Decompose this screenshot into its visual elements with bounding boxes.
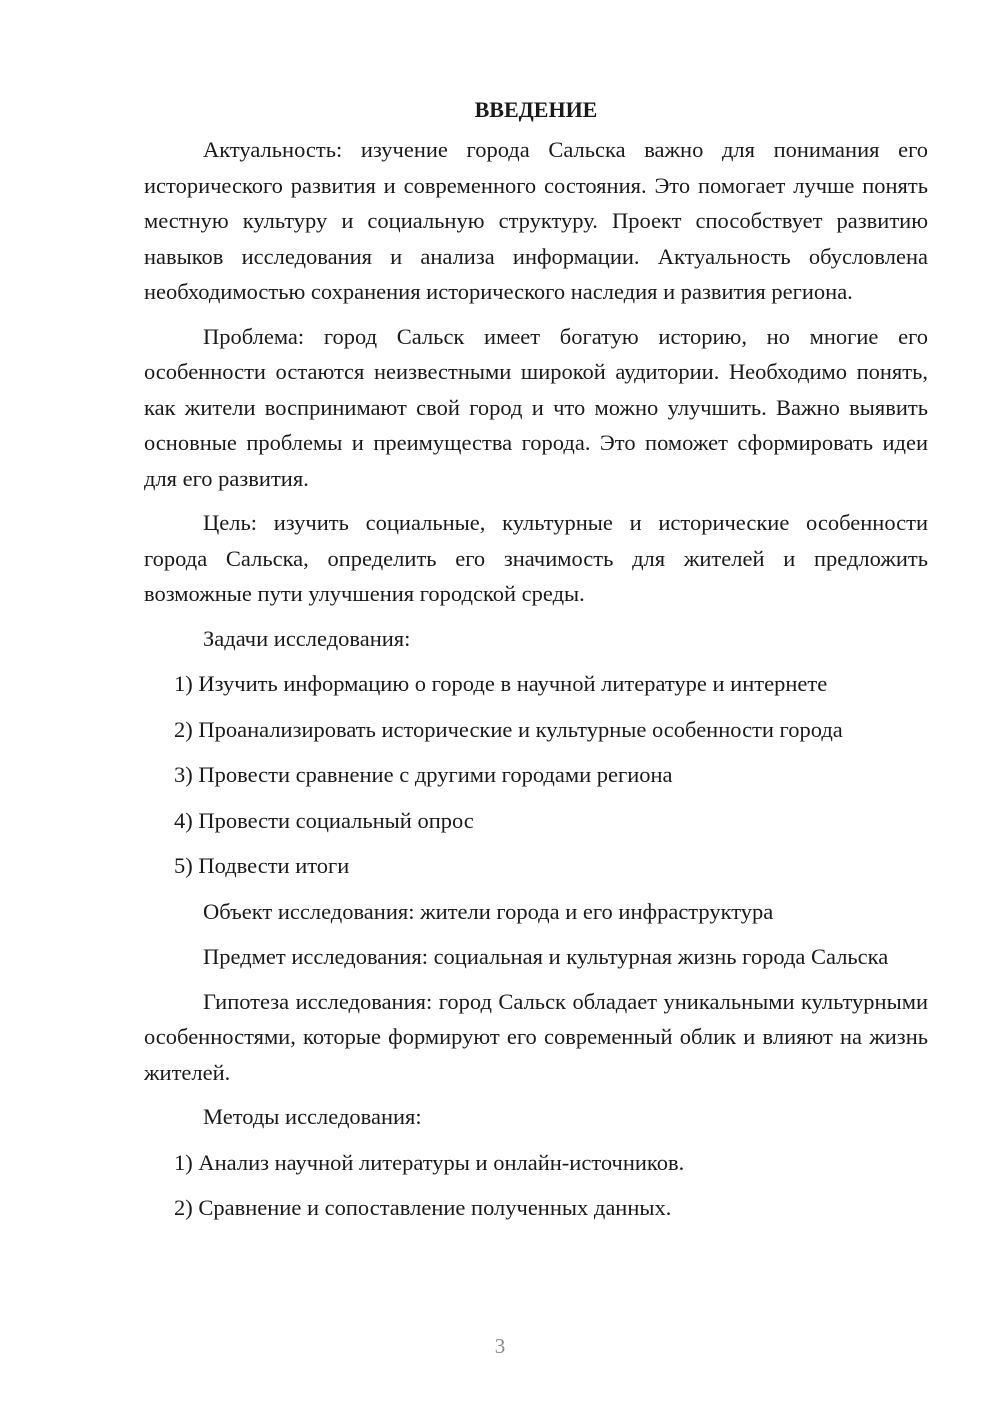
task-item: 2) Проанализировать исторические и культурные особенности города	[174, 716, 843, 742]
problem-paragraph: Проблема: город Сальск имеет богатую историю, но многие его особенности остаются неизвестными широкой аудитории. Необходимо понять, как жители воспринимают свой город и что можно улучшить. Важно выявить основные проблемы и преимущества города. Это поможет сформировать идеи для его развития.	[144, 323, 928, 491]
relevance-paragraph: Актуальность: изучение города Сальска важно для понимания его исторического развития и современного состояния. Это помогает лучше понять местную культуру и социальную структуру. Проект способствует развитию навыков исследования и анализа информации. Актуальность обусловлена необходимостью сохранения исторического наследия и развития региона.	[144, 137, 928, 304]
page-number: 3	[494, 1334, 506, 1358]
task-item: 1) Изучить информацию о городе в научной литературе и интернете	[174, 671, 828, 696]
object-line: Объект исследования: жители города и его инфраструктура	[203, 898, 774, 924]
task-item: 5) Подвести итоги	[174, 853, 350, 878]
hypothesis-paragraph: Гипотеза исследования: город Сальск обладает уникальными культурными особенностями, которые формируют его современный облик и влияют на жизнь жителей.	[144, 988, 928, 1085]
method-item: 1) Анализ научной литературы и онлайн-источников.	[174, 1149, 685, 1175]
method-item: 2) Сравнение и сопоставление полученных данных.	[174, 1195, 672, 1220]
document-page	[144, 92, 928, 1236]
task-item: 3) Провести сравнение с другими городами региона	[174, 762, 673, 787]
task-item: 4) Провести социальный опрос	[174, 807, 474, 833]
tasks-heading: Задачи исследования:	[203, 625, 411, 651]
subject-paragraph: Предмет исследования: социальная и культурная жизнь города Сальска	[203, 944, 889, 969]
page-title: ВВЕДЕНИЕ	[474, 97, 598, 122]
goal-paragraph: Цель: изучить социальные, культурные и исторические особенности города Сальска, определить его значимость для жителей и предложить возможные пути улучшения городской среды.	[144, 510, 928, 606]
methods-heading: Методы исследования:	[203, 1104, 422, 1129]
